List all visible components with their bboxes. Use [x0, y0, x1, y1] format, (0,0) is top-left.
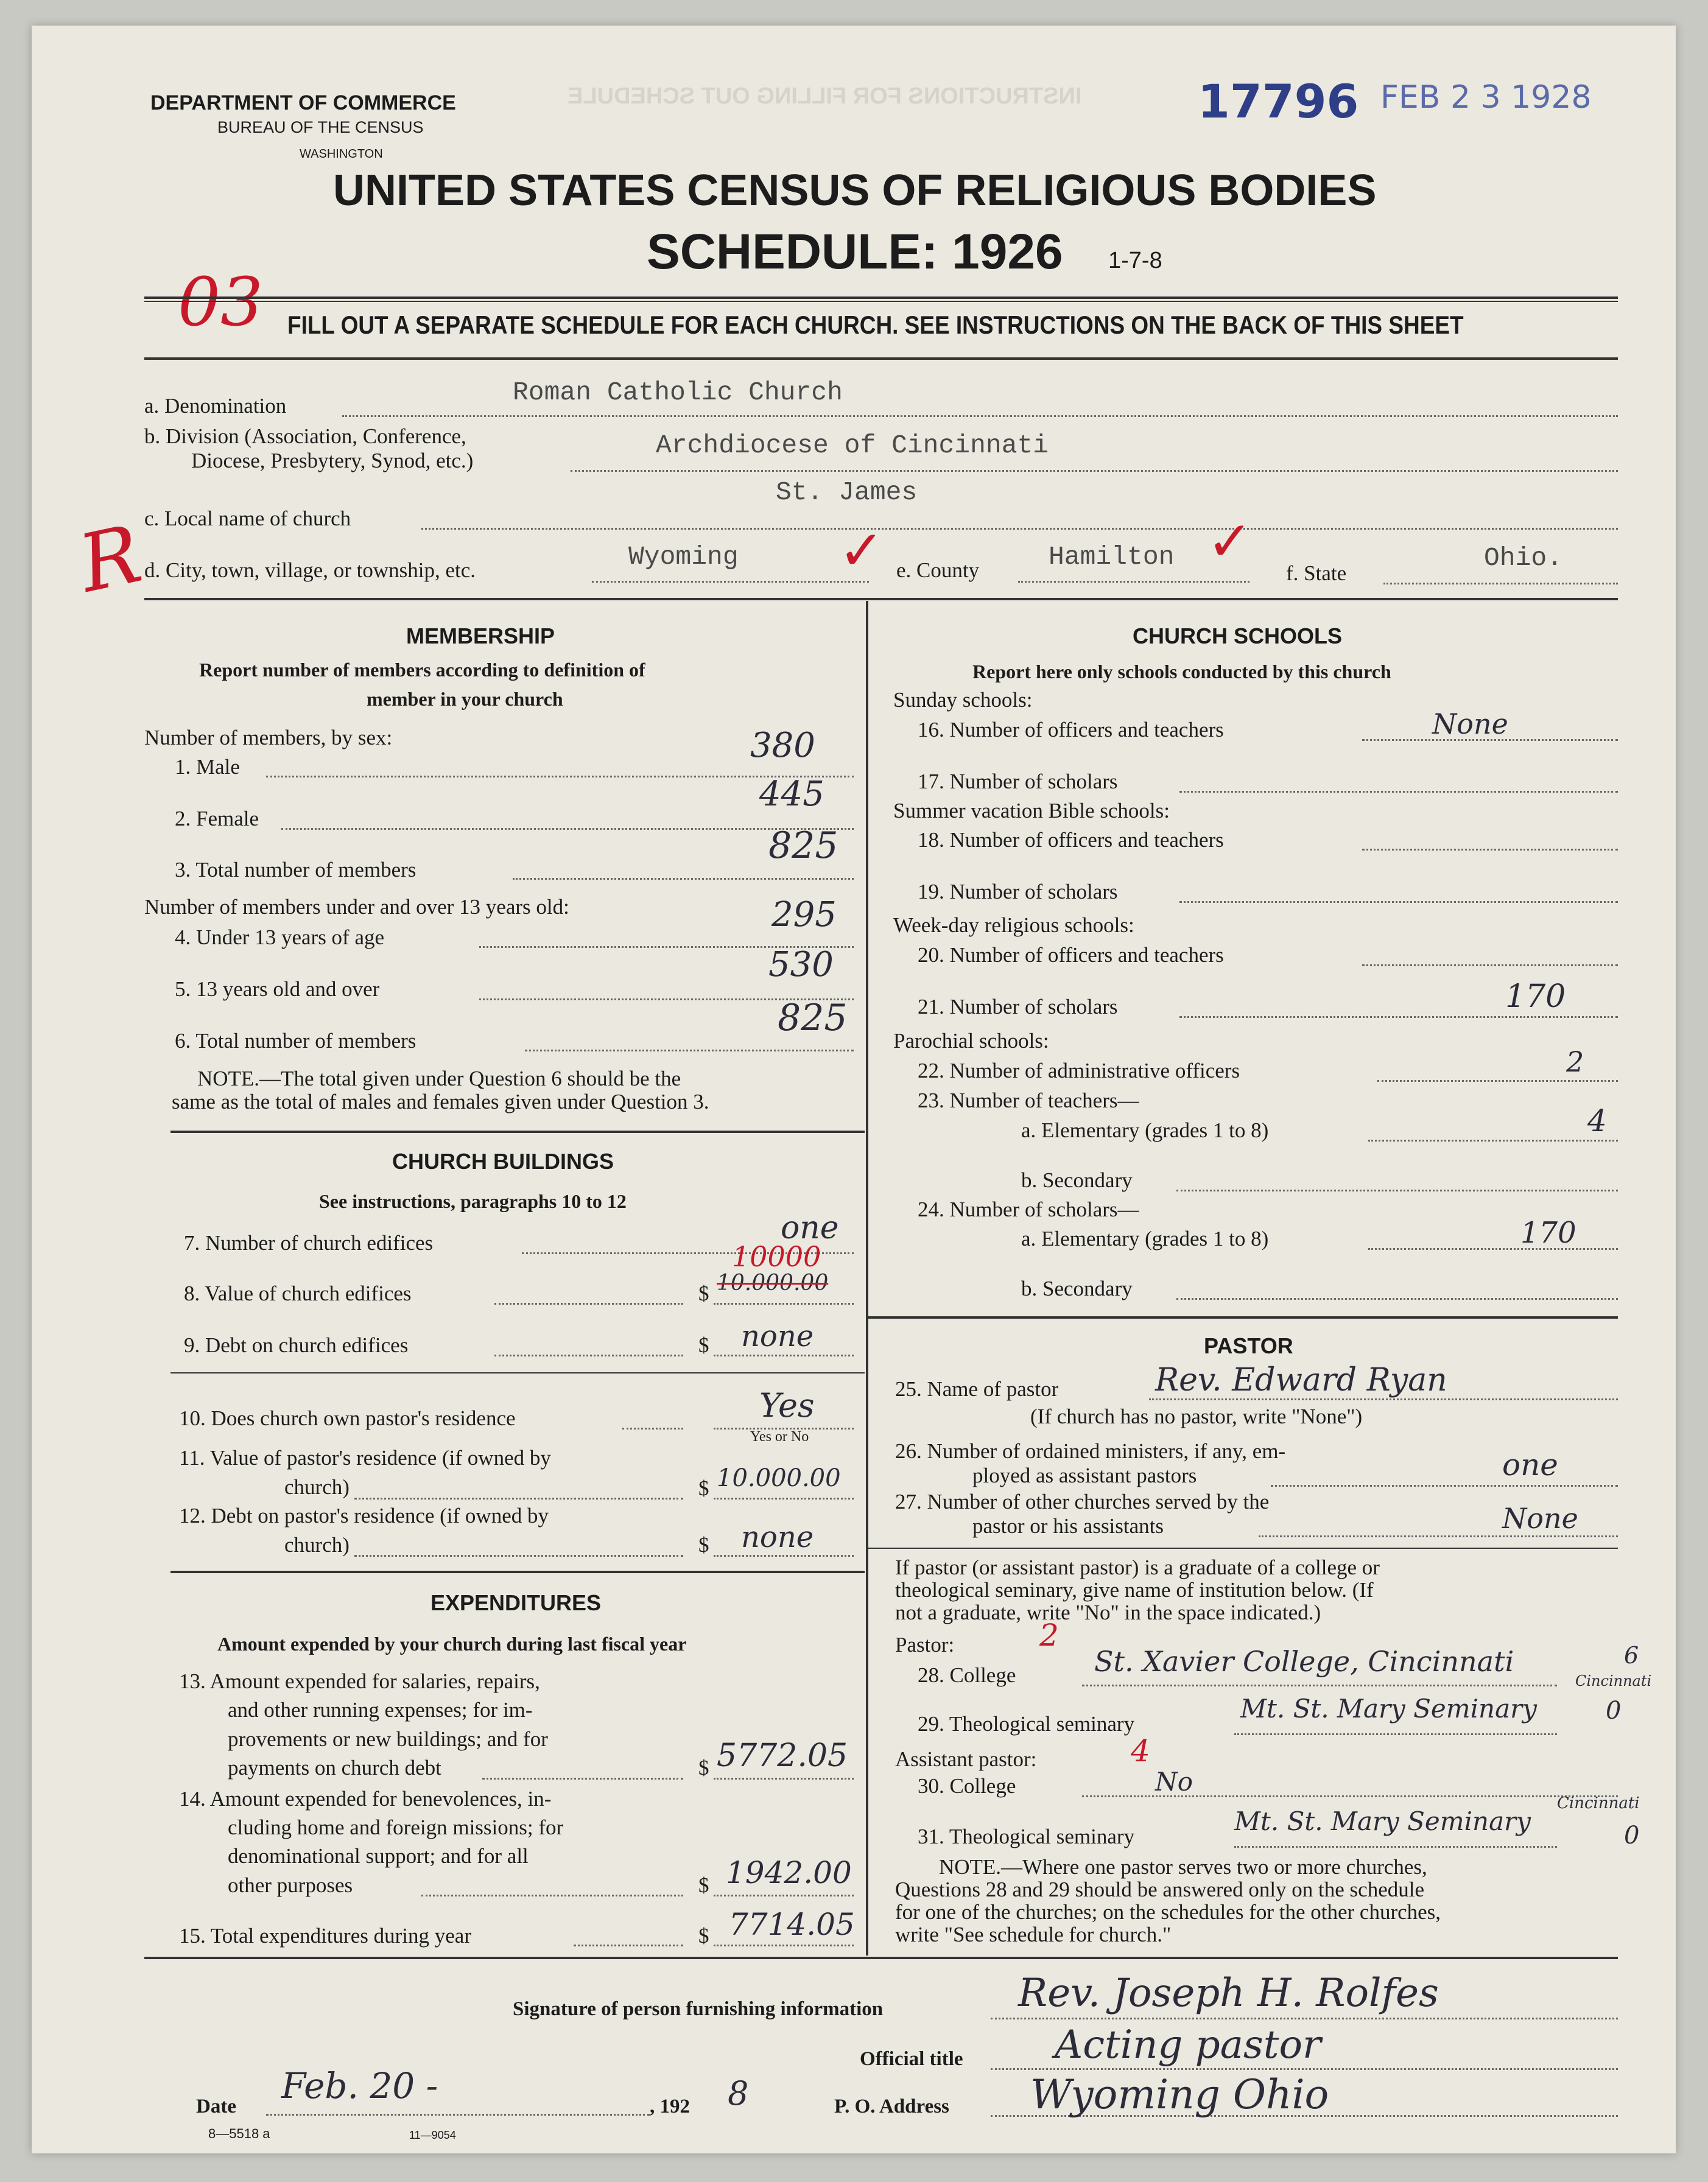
- total-members-age-line: [525, 1050, 854, 1051]
- stamp-number: 17796: [1198, 74, 1359, 128]
- weekday-scholars-value: 170: [1505, 978, 1566, 1015]
- assistant-seminary-value: Mt. St. Mary Seminary: [1234, 1806, 1531, 1836]
- assistant-count-label-2: ployed as assistant pastors: [972, 1464, 1197, 1487]
- schedule-code: 1-7-8: [1108, 248, 1162, 273]
- edifices-debt-value: none: [741, 1319, 814, 1353]
- po-address-label: P. O. Address: [834, 2096, 949, 2117]
- buildings-rule: [170, 1372, 865, 1373]
- edifices-count-value: one: [781, 1210, 839, 1246]
- pastor-heading: PASTOR: [1204, 1333, 1293, 1358]
- residence-value-label-2: church): [284, 1475, 350, 1499]
- washington-label: WASHINGTON: [300, 147, 383, 161]
- schools-heading: CHURCH SCHOOLS: [1133, 623, 1343, 648]
- edifices-debt-field: [714, 1355, 854, 1356]
- benevolences-dollar: $: [698, 1873, 709, 1897]
- pastor-note-3: for one of the churches; on the schedules for the other churches,: [895, 1900, 1441, 1924]
- assistant-seminary-line: [1234, 1846, 1557, 1848]
- scholars-elementary-line: [1368, 1248, 1618, 1250]
- bureau-name: BUREAU OF THE CENSUS: [217, 118, 424, 136]
- sunday-scholars-label: 17. Number of scholars: [918, 770, 1118, 793]
- membership-sub-2: member in your church: [367, 688, 563, 710]
- po-address-value: Wyoming Ohio: [1030, 2071, 1329, 2118]
- running-expenses-label-4: payments on church debt: [228, 1756, 441, 1780]
- edifices-value-label: 8. Value of church edifices: [184, 1282, 412, 1305]
- benevolences-label-3: denominational support; and for all: [228, 1844, 529, 1868]
- expenditures-sub: Amount expended by your church during last fiscal year: [217, 1633, 687, 1655]
- female-value: 445: [759, 774, 824, 814]
- weekday-schools-label: Week-day religious schools:: [893, 913, 1134, 937]
- official-title-line: [991, 2068, 1618, 2070]
- total-expenditures-dollar: $: [698, 1924, 709, 1948]
- assistant-count-label-1: 26. Number of ordained ministers, if any, em-: [895, 1439, 1286, 1463]
- residence-value-dollar: $: [698, 1476, 709, 1500]
- pastor-name-line: [1149, 1398, 1618, 1400]
- membership-note-1: NOTE.—The total given under Question 6 should be the: [197, 1067, 681, 1090]
- pastor-education-mark: 2: [1039, 1618, 1059, 1653]
- running-expenses-value: 5772.05: [717, 1738, 848, 1774]
- denomination-value: Roman Catholic Church: [513, 377, 843, 407]
- over-13-label: 5. 13 years old and over: [175, 977, 380, 1001]
- edifices-value: 10.000.00: [717, 1271, 829, 1296]
- benevolences-label-4: other purposes: [228, 1873, 353, 1897]
- department-name: DEPARTMENT OF COMMERCE: [150, 91, 456, 114]
- edifices-count-label: 7. Number of church edifices: [184, 1231, 434, 1255]
- pastor-seminary-mark: 0: [1606, 1697, 1622, 1725]
- summer-officers-label: 18. Number of officers and teachers: [918, 828, 1224, 852]
- pastor-note-2: Questions 28 and 29 should be answered only on the schedule: [895, 1878, 1425, 1901]
- county-line: [1018, 581, 1249, 583]
- date-year-digit: 8: [728, 2074, 749, 2113]
- pastor-rule: [867, 1548, 1618, 1549]
- summer-scholars-label: 19. Number of scholars: [918, 880, 1118, 903]
- edifices-value-dollar: $: [698, 1282, 709, 1305]
- edifices-value-field: [714, 1303, 854, 1305]
- owns-residence-line: [622, 1428, 683, 1430]
- total-expenditures-value: 7714.05: [729, 1907, 855, 1942]
- weekday-scholars-line: [1179, 1016, 1618, 1018]
- assistant-seminary-mark: 0: [1624, 1822, 1640, 1850]
- total-members-label: 3. Total number of members: [175, 858, 416, 882]
- assistant-education-label: Assistant pastor:: [895, 1747, 1037, 1771]
- county-check-mark: ✓: [1207, 512, 1253, 572]
- header-rule-bottom: [144, 357, 1618, 360]
- parochial-scholars-label: 24. Number of scholars—: [918, 1198, 1139, 1221]
- male-label: 1. Male: [175, 755, 240, 779]
- residence-debt-line: [354, 1555, 683, 1557]
- female-line: [281, 828, 854, 830]
- signature-value: Rev. Joseph H. Rolfes: [1018, 1971, 1439, 2016]
- running-expenses-line: [482, 1778, 683, 1780]
- column-divider: [866, 601, 868, 1956]
- local-name-line: [421, 528, 1618, 530]
- summer-officers-line: [1362, 849, 1618, 851]
- sunday-scholars-line: [1179, 791, 1618, 793]
- graduate-note-3: not a graduate, write "No" in the space indicated.): [895, 1601, 1321, 1624]
- running-expenses-dollar: $: [698, 1756, 709, 1780]
- other-churches-line: [1259, 1535, 1618, 1537]
- other-churches-label-1: 27. Number of other churches served by the: [895, 1490, 1270, 1514]
- weekday-officers-line: [1362, 964, 1618, 966]
- residence-value-line: [354, 1498, 683, 1500]
- pastor-college-mark: 6: [1624, 1642, 1639, 1669]
- assistant-education-mark: 4: [1131, 1733, 1150, 1769]
- edifices-value-line: [494, 1303, 683, 1305]
- running-expenses-label-3: provements or new buildings; and for: [228, 1727, 548, 1751]
- denomination-label: a. Denomination: [144, 394, 287, 418]
- back-side-bleed-title: INSTRUCTIONS FOR FILLING OUT SCHEDULE: [568, 83, 1082, 109]
- sunday-officers-label: 16. Number of officers and teachers: [918, 718, 1224, 742]
- teachers-secondary-label: b. Secondary: [1021, 1168, 1133, 1192]
- red-handwritten-code: 03: [178, 263, 263, 341]
- date-line: [266, 2114, 650, 2116]
- parochial-teachers-label: 23. Number of teachers—: [918, 1089, 1139, 1112]
- signature-line: [991, 2018, 1618, 2019]
- teachers-elementary-value: 4: [1587, 1103, 1607, 1138]
- assistant-seminary-label: 31. Theological seminary: [918, 1825, 1135, 1848]
- city-line: [592, 581, 869, 583]
- pastor-seminary-line: [1234, 1733, 1557, 1735]
- pastor-college-value: St. Xavier College, Cincinnati: [1094, 1645, 1514, 1678]
- members-by-age-label: Number of members under and over 13 years old:: [144, 895, 569, 919]
- scholars-elementary-label: a. Elementary (grades 1 to 8): [1021, 1227, 1269, 1251]
- total-members-age-value: 825: [778, 997, 848, 1039]
- parochial-admin-value: 2: [1566, 1045, 1584, 1078]
- division-label-1: b. Division (Association, Conference,: [144, 424, 466, 448]
- buildings-rule-bottom: [170, 1571, 865, 1573]
- schools-rule: [867, 1316, 1618, 1319]
- instructions-banner: FILL OUT A SEPARATE SCHEDULE FOR EACH CHURCH. SEE INSTRUCTIONS ON THE BACK OF THIS SHEET: [287, 310, 1464, 339]
- edifices-debt-dollar: $: [698, 1333, 709, 1357]
- city-label: d. City, town, village, or township, etc.: [144, 558, 476, 582]
- residence-value-field: [714, 1498, 854, 1500]
- pastor-college-label: 28. College: [918, 1663, 1016, 1687]
- benevolences-value: 1942.00: [726, 1855, 852, 1890]
- benevolences-line: [421, 1895, 683, 1896]
- assistant-count-value: one: [1502, 1447, 1558, 1482]
- pastor-name-value: Rev. Edward Ryan: [1155, 1362, 1447, 1398]
- running-expenses-field: [714, 1778, 854, 1780]
- print-number: 11—9054: [409, 2129, 456, 2141]
- graduate-note-1: If pastor (or assistant pastor) is a graduate of a college or: [895, 1556, 1380, 1579]
- residence-value-label-1: 11. Value of pastor's residence (if owned by: [179, 1446, 551, 1470]
- other-churches-value: None: [1502, 1502, 1578, 1535]
- residence-debt-field: [714, 1555, 854, 1557]
- assistant-count-line: [1271, 1485, 1618, 1487]
- total-members-line: [513, 878, 854, 880]
- residence-value: 10.000.00: [717, 1464, 841, 1492]
- city-check-mark: ✓: [838, 521, 885, 581]
- total-expenditures-label: 15. Total expenditures during year: [179, 1924, 471, 1948]
- edifices-debt-label: 9. Debt on church edifices: [184, 1333, 409, 1357]
- residence-debt-value: none: [741, 1520, 814, 1554]
- parochial-schools-label: Parochial schools:: [893, 1029, 1049, 1053]
- male-value: 380: [750, 726, 815, 765]
- schedule-title: SCHEDULE: 1926: [647, 224, 1063, 279]
- running-expenses-label-2: and other running expenses; for im-: [228, 1698, 533, 1722]
- teachers-elementary-label: a. Elementary (grades 1 to 8): [1021, 1118, 1269, 1142]
- summer-scholars-line: [1179, 901, 1618, 903]
- pastor-name-hint: (If church has no pastor, write "None"): [1030, 1405, 1363, 1428]
- local-name-value: St. James: [776, 477, 918, 507]
- assistant-seminary-note: Cincinnati: [1557, 1794, 1640, 1812]
- header-rule-top: [144, 296, 1618, 299]
- summer-schools-label: Summer vacation Bible schools:: [893, 799, 1170, 823]
- official-title-label: Official title: [860, 2048, 963, 2070]
- date-label: Date: [196, 2096, 236, 2117]
- county-value: Hamilton: [1049, 542, 1175, 572]
- division-line: [571, 470, 1618, 472]
- body-rule-top: [144, 598, 1618, 600]
- scholars-secondary-label: b. Secondary: [1021, 1277, 1133, 1300]
- weekday-scholars-label: 21. Number of scholars: [918, 995, 1118, 1019]
- under-13-label: 4. Under 13 years of age: [175, 925, 385, 949]
- membership-sub-1: Report number of members according to definition of: [199, 659, 645, 681]
- pastor-seminary-label: 29. Theological seminary: [918, 1712, 1135, 1736]
- form-number: 8—5518 a: [208, 2126, 270, 2141]
- census-schedule-sheet: [32, 26, 1676, 2153]
- owns-residence-label: 10. Does church own pastor's residence: [179, 1406, 516, 1430]
- total-members-value: 825: [768, 824, 838, 867]
- stamp-date: FEB 2 3 1928: [1380, 79, 1592, 116]
- header-rule-top2: [144, 301, 1618, 302]
- yes-no-hint: Yes or No: [750, 1429, 809, 1445]
- parochial-admin-label: 22. Number of administrative officers: [918, 1059, 1240, 1082]
- parochial-admin-line: [1377, 1080, 1618, 1082]
- benevolences-label-1: 14. Amount expended for benevolences, in-: [179, 1787, 552, 1811]
- county-label: e. County: [896, 558, 980, 582]
- expenditures-heading: EXPENDITURES: [431, 1590, 602, 1615]
- division-value: Archdiocese of Cincinnati: [656, 430, 1049, 460]
- date-value: Feb. 20 -: [281, 2065, 438, 2107]
- buildings-sub: See instructions, paragraphs 10 to 12: [319, 1190, 627, 1212]
- signature-label: Signature of person furnishing information: [513, 1998, 884, 2020]
- benevolences-label-2: cluding home and foreign missions; for: [228, 1815, 564, 1839]
- division-label-2: Diocese, Presbytery, Synod, etc.): [191, 449, 474, 472]
- pastor-name-label: 25. Name of pastor: [895, 1377, 1059, 1401]
- official-title-value: Acting pastor: [1055, 2022, 1321, 2068]
- edifices-debt-line: [494, 1355, 683, 1356]
- body-rule-bottom: [144, 1957, 1618, 1959]
- running-expenses-label-1: 13. Amount expended for salaries, repairs,: [179, 1669, 540, 1693]
- female-label: 2. Female: [175, 807, 259, 830]
- residence-debt-label-1: 12. Debt on pastor's residence (if owned by: [179, 1504, 549, 1528]
- total-members-age-label: 6. Total number of members: [175, 1029, 416, 1053]
- state-line: [1383, 583, 1618, 584]
- membership-heading: MEMBERSHIP: [406, 623, 555, 648]
- buildings-heading: CHURCH BUILDINGS: [392, 1149, 614, 1174]
- assistant-college-label: 30. College: [918, 1774, 1016, 1798]
- scholars-elementary-value: 170: [1520, 1216, 1576, 1250]
- membership-note-2: same as the total of males and females given under Question 3.: [172, 1090, 709, 1114]
- schools-sub: Report here only schools conducted by this church: [972, 661, 1391, 682]
- membership-rule: [170, 1131, 865, 1133]
- pastor-college-note: Cincinnati: [1575, 1672, 1652, 1689]
- assistant-college-value: No: [1155, 1767, 1193, 1797]
- graduate-note-2: theological seminary, give name of institution below. (If: [895, 1578, 1374, 1602]
- local-name-label: c. Local name of church: [144, 507, 351, 530]
- teachers-elementary-line: [1368, 1140, 1618, 1142]
- denomination-line: [342, 415, 1618, 417]
- red-r-mark: R: [71, 507, 149, 611]
- weekday-officers-label: 20. Number of officers and teachers: [918, 943, 1224, 967]
- state-value: Ohio.: [1484, 543, 1563, 573]
- owns-residence-value: Yes: [759, 1386, 815, 1425]
- other-churches-label-2: pastor or his assistants: [972, 1514, 1164, 1538]
- members-by-sex-label: Number of members, by sex:: [144, 726, 393, 749]
- under-13-value: 295: [771, 895, 837, 935]
- sunday-officers-value: None: [1432, 707, 1508, 740]
- date-year-prefix: , 192: [650, 2096, 690, 2117]
- total-expenditures-line: [574, 1945, 683, 1946]
- edifices-value-red-correction: 10000: [732, 1240, 821, 1273]
- city-value: Wyoming: [628, 542, 739, 572]
- residence-debt-label-2: church): [284, 1533, 350, 1557]
- pastor-note-1: NOTE.—Where one pastor serves two or more churches,: [939, 1855, 1427, 1879]
- over-13-value: 530: [768, 945, 834, 984]
- state-label: f. State: [1286, 561, 1347, 585]
- pastor-seminary-value: Mt. St. Mary Seminary: [1240, 1694, 1537, 1724]
- pastor-education-label: Pastor:: [895, 1633, 955, 1657]
- residence-debt-dollar: $: [698, 1533, 709, 1557]
- benevolences-field: [714, 1895, 854, 1896]
- pastor-college-line: [1082, 1685, 1557, 1686]
- total-expenditures-field: [714, 1945, 854, 1946]
- form-title: UNITED STATES CENSUS OF RELIGIOUS BODIES: [333, 166, 1377, 215]
- pastor-note-4: write "See schedule for church.": [895, 1923, 1172, 1946]
- scholars-secondary-line: [1176, 1298, 1618, 1300]
- sunday-schools-label: Sunday schools:: [893, 688, 1033, 712]
- teachers-secondary-line: [1176, 1190, 1618, 1191]
